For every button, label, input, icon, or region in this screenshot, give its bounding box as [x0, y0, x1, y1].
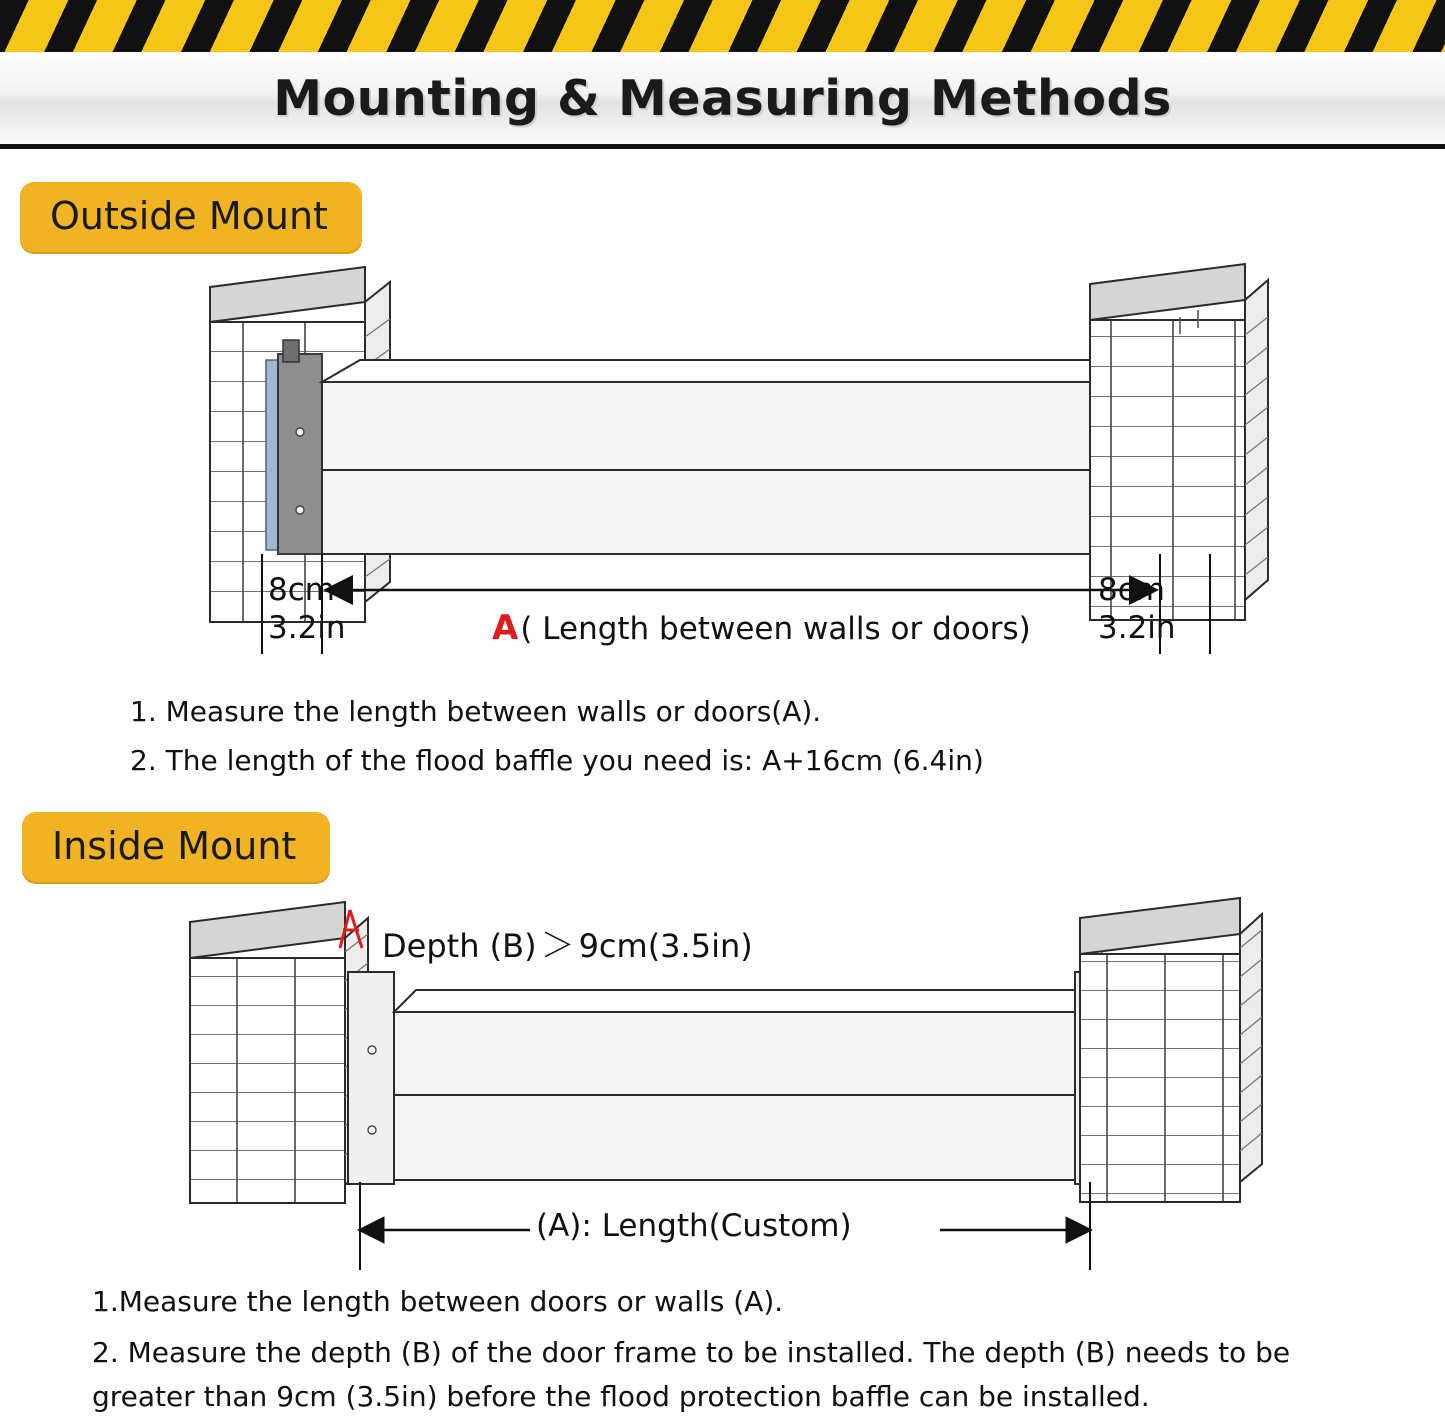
section-badge-inside-mount: Inside Mount [22, 812, 330, 882]
depth-b-label: Depth (B) [382, 927, 537, 965]
page-title: Mounting & Measuring Methods [273, 69, 1172, 127]
left-margin-in-label: 3.2in [268, 610, 346, 646]
right-wall-brick [1090, 264, 1268, 620]
left-channel [348, 972, 394, 1184]
flood-baffle-panel-inside [394, 990, 1080, 1180]
title-bar [0, 52, 1445, 149]
section-badge-outside-mount: Outside Mount [20, 182, 362, 252]
outside-step-1: 1. Measure the length between walls or doors(A). [130, 695, 822, 728]
depth-requirement-label [382, 918, 753, 967]
inside-step-1: 1.Measure the length between doors or walls (A). [92, 1285, 784, 1318]
left-margin-cm-label: 8cm [268, 572, 335, 608]
inside-mount-instructions [92, 1280, 1382, 1426]
right-wall-brick-inside [1080, 898, 1262, 1202]
greater-than-icon: ＞ [540, 926, 575, 966]
dimension-a-caption [492, 608, 1031, 648]
right-margin-in-label: 3.2in [1098, 610, 1176, 646]
length-custom-caption: (A): Length(Custom) [536, 1208, 852, 1244]
depth-b-value: 9cm(3.5in) [578, 927, 753, 965]
right-margin-cm-label: 8cm [1098, 572, 1165, 608]
dimension-letter-a: A [492, 608, 519, 648]
left-bracket [266, 340, 322, 554]
dimension-a-text: ( Length between walls or doors) [520, 611, 1031, 647]
outside-mount-instructions [130, 690, 1330, 789]
flood-baffle-panel [322, 360, 1160, 554]
inside-step-2: 2. Measure the depth (B) of the door frame to be installed. The depth (B) needs to be greater than 9cm (3.5in) before the flood protection baffle can be installed. [92, 1336, 1291, 1413]
page-header [0, 0, 1445, 150]
hazard-stripe-decoration [0, 0, 1445, 55]
outside-step-2: 2. The length of the flood baffle you need is: A+16cm (6.4in) [130, 744, 984, 778]
